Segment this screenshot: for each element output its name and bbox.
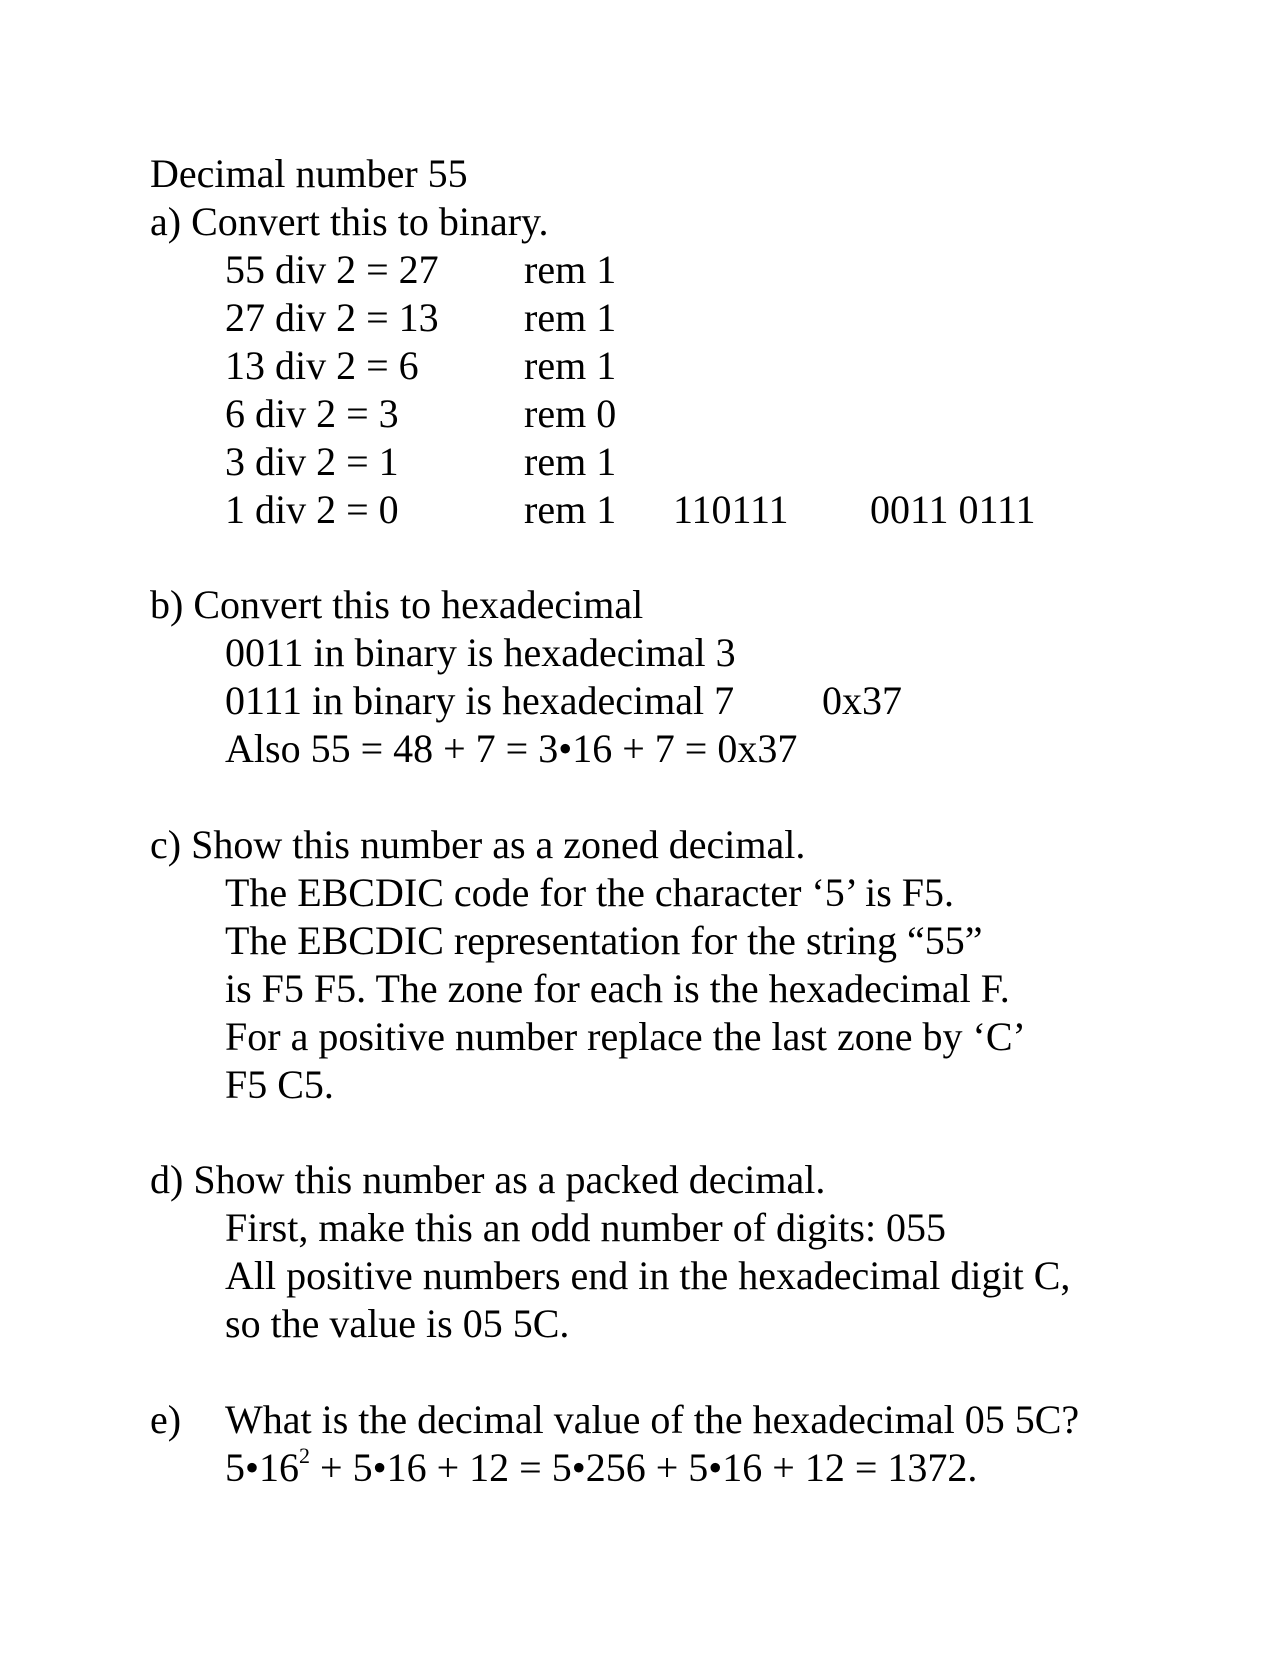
division-expr: 6 div 2 = 3 xyxy=(225,391,399,436)
part-e-label: e) xyxy=(150,1397,182,1442)
part-e-equation xyxy=(225,1443,978,1490)
zoned-line: For a positive number replace the last zone by ‘C’ xyxy=(225,1014,1026,1059)
hex-line: 0011 in binary is hexadecimal 3 xyxy=(225,630,736,675)
hex-line: Also 55 = 48 + 7 = 3•16 + 7 = 0x37 xyxy=(225,726,798,771)
binary-padded-result: 0011 0111 xyxy=(870,487,1036,532)
zoned-line: F5 C5. xyxy=(225,1062,334,1107)
part-c-heading: c) Show this number as a zoned decimal. xyxy=(150,822,806,867)
division-expr: 13 div 2 = 6 xyxy=(225,343,419,388)
division-remainder: rem 0 xyxy=(524,391,617,436)
part-e-question: What is the decimal value of the hexadecimal 05 5C? xyxy=(225,1397,1080,1442)
equation-exponent: 2 xyxy=(299,1443,311,1468)
division-remainder: rem 1 xyxy=(524,343,617,388)
division-remainder: rem 1 xyxy=(524,487,617,532)
zoned-line: The EBCDIC representation for the string “55” xyxy=(225,918,983,963)
division-expr: 55 div 2 = 27 xyxy=(225,247,439,292)
zoned-line: The EBCDIC code for the character ‘5’ is F5. xyxy=(225,870,955,915)
division-remainder: rem 1 xyxy=(524,295,617,340)
division-remainder: rem 1 xyxy=(524,439,617,484)
part-a-heading: a) Convert this to binary. xyxy=(150,199,549,244)
binary-result: 110111 xyxy=(673,487,789,532)
division-expr: 3 div 2 = 1 xyxy=(225,439,399,484)
part-b-heading: b) Convert this to hexadecimal xyxy=(150,582,644,627)
part-d-heading: d) Show this number as a packed decimal. xyxy=(150,1157,826,1202)
hex-line: 0111 in binary is hexadecimal 7 xyxy=(225,678,735,723)
page-title: Decimal number 55 xyxy=(150,151,468,196)
division-expr: 1 div 2 = 0 xyxy=(225,487,399,532)
hex-result: 0x37 xyxy=(822,678,902,723)
packed-line: First, make this an odd number of digits: 055 xyxy=(225,1205,947,1250)
zoned-line: is F5 F5. The zone for each is the hexadecimal F. xyxy=(225,966,1010,1011)
equation-rest: + 5•16 + 12 = 5•256 + 5•16 + 12 = 1372. xyxy=(310,1445,978,1490)
equation-base: 5•16 xyxy=(225,1445,300,1490)
division-remainder: rem 1 xyxy=(524,247,617,292)
packed-line: so the value is 05 5C. xyxy=(225,1301,570,1346)
packed-line: All positive numbers end in the hexadecimal digit C, xyxy=(225,1253,1071,1298)
division-expr: 27 div 2 = 13 xyxy=(225,295,439,340)
